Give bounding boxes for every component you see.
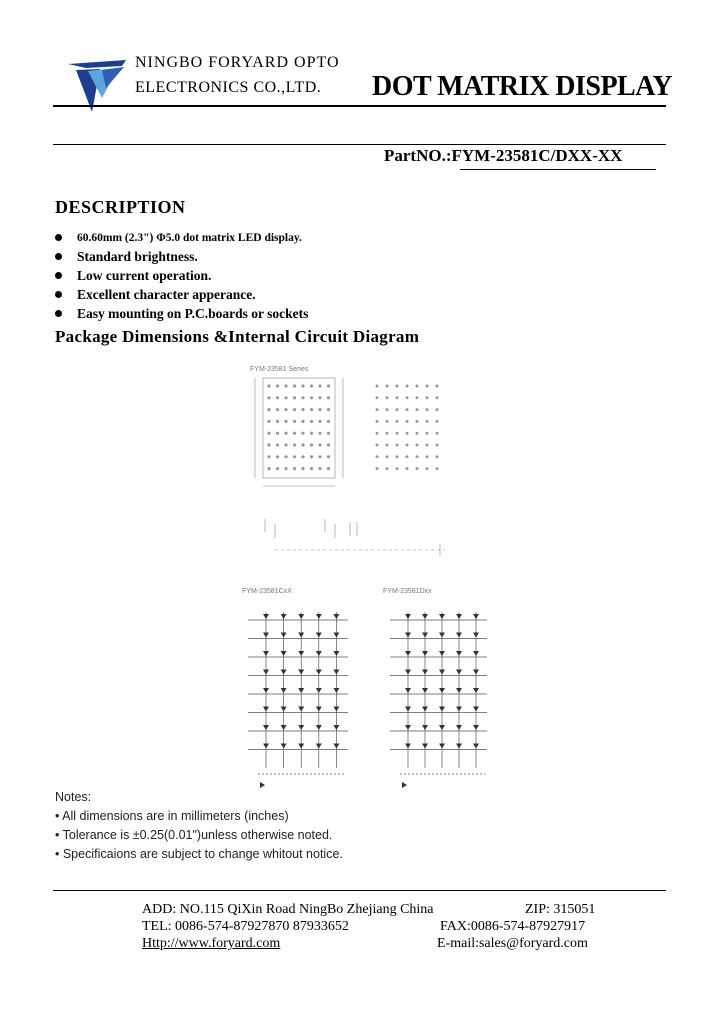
led-diode-icon: [439, 688, 445, 693]
bullet-icon: [55, 310, 62, 317]
led-dot: [426, 444, 429, 447]
led-dot: [310, 467, 313, 470]
led-dot: [386, 408, 389, 411]
led-dot: [376, 408, 379, 411]
led-dot: [416, 420, 419, 423]
circuit-diagram-common-anode: [370, 598, 495, 793]
part-number-underline: [460, 169, 656, 170]
led-dot: [310, 443, 313, 446]
led-diode-icon: [316, 688, 322, 693]
led-diode-icon: [456, 651, 462, 656]
led-diode-icon: [281, 670, 287, 675]
led-diode-icon: [316, 707, 322, 712]
led-dot: [276, 396, 279, 399]
led-dot: [436, 467, 439, 470]
led-dot: [327, 384, 330, 387]
led-dot: [301, 432, 304, 435]
dimension-drawing-label: FYM-23581 Series: [250, 366, 309, 373]
led-diode-icon: [263, 670, 269, 675]
footer-tel: TEL: 0086-574-87927870 87933652: [142, 919, 349, 934]
led-diode-icon: [316, 670, 322, 675]
led-diode-icon: [439, 744, 445, 749]
led-diode-icon: [456, 725, 462, 730]
led-dot: [416, 396, 419, 399]
led-dot: [318, 432, 321, 435]
led-diode-icon: [316, 633, 322, 638]
led-dot: [426, 467, 429, 470]
led-dot: [327, 443, 330, 446]
note-item: • All dimensions are in millimeters (inches): [55, 809, 289, 823]
led-diode-icon: [316, 744, 322, 749]
led-dot-grid-rear: [376, 385, 439, 471]
led-dot: [436, 444, 439, 447]
led-dot: [436, 408, 439, 411]
led-diode-icon: [422, 614, 428, 619]
led-dot: [284, 420, 287, 423]
part-number-label: PartNO.:: [384, 146, 452, 165]
led-dot-grid-front: [267, 384, 330, 470]
led-dot: [376, 385, 379, 388]
led-dot: [406, 396, 409, 399]
led-diode-icon: [456, 614, 462, 619]
led-diode-icon: [456, 707, 462, 712]
led-diode-icon: [439, 633, 445, 638]
led-diode-icon: [263, 688, 269, 693]
led-dot: [284, 467, 287, 470]
led-diode-icon: [405, 725, 411, 730]
led-diode-icon: [473, 725, 479, 730]
led-dot: [436, 385, 439, 388]
led-dot: [327, 420, 330, 423]
led-diode-icon: [422, 725, 428, 730]
led-dot: [284, 455, 287, 458]
led-diode-icon: [263, 707, 269, 712]
led-dot: [284, 408, 287, 411]
led-dot: [436, 432, 439, 435]
part-number: [384, 146, 622, 166]
led-dot: [293, 408, 296, 411]
led-diode-icon: [473, 707, 479, 712]
led-diode-icon: [405, 707, 411, 712]
led-dot: [416, 455, 419, 458]
led-dot: [318, 455, 321, 458]
led-diode-icon: [422, 707, 428, 712]
footer-zip: ZIP: 315051: [525, 902, 596, 917]
header-divider-lower: [53, 144, 666, 145]
led-dot: [327, 396, 330, 399]
feature-item: [55, 285, 308, 304]
led-diode-icon: [333, 651, 339, 656]
bullet-icon: [55, 253, 62, 260]
led-dot: [293, 443, 296, 446]
feature-text: Standard brightness.: [77, 248, 198, 264]
footer-divider: [53, 890, 666, 891]
led-dot: [267, 420, 270, 423]
led-dot: [276, 432, 279, 435]
notes-section: [55, 790, 343, 866]
led-diode-icon: [473, 633, 479, 638]
led-dot: [301, 467, 304, 470]
led-dot: [386, 467, 389, 470]
led-dot: [386, 420, 389, 423]
led-diode-icon: [298, 614, 304, 619]
led-dot: [386, 385, 389, 388]
feature-list: [55, 228, 308, 323]
led-diode-icon: [439, 651, 445, 656]
led-diode-icon: [333, 614, 339, 619]
led-dot: [386, 455, 389, 458]
led-dot: [293, 455, 296, 458]
footer-address: ADD: NO.115 QiXin Road NingBo Zhejiang China: [142, 902, 434, 917]
led-diode-icon: [405, 744, 411, 749]
led-diode-icon: [439, 614, 445, 619]
footer-fax: FAX:0086-574-87927917: [440, 919, 586, 934]
led-diode-icon: [405, 614, 411, 619]
feature-text: Low current operation.: [77, 267, 212, 283]
led-dot: [318, 443, 321, 446]
led-dot: [406, 432, 409, 435]
led-dot: [327, 432, 330, 435]
led-diode-icon: [298, 707, 304, 712]
led-dot: [416, 467, 419, 470]
led-diode-icon: [473, 670, 479, 675]
feature-item: [55, 266, 308, 285]
led-diode-icon: [456, 688, 462, 693]
led-diode-icon: [422, 688, 428, 693]
led-dot: [396, 396, 399, 399]
led-diode-icon: [316, 651, 322, 656]
led-diode-icon: [333, 725, 339, 730]
led-dot: [426, 385, 429, 388]
led-dot: [416, 432, 419, 435]
led-dot: [396, 408, 399, 411]
circuit-diagram-common-cathode: [228, 598, 358, 793]
led-dot: [301, 408, 304, 411]
led-dot: [376, 396, 379, 399]
led-dot: [396, 467, 399, 470]
led-dot: [386, 444, 389, 447]
led-dot: [376, 420, 379, 423]
led-diode-icon: [456, 633, 462, 638]
led-dot: [267, 455, 270, 458]
led-dot: [284, 396, 287, 399]
led-dot: [376, 432, 379, 435]
led-dot: [293, 432, 296, 435]
led-dot: [436, 396, 439, 399]
header-divider: [53, 105, 666, 107]
circuit-left-label: FYM-23581CxX: [242, 588, 292, 595]
led-diode-icon: [263, 725, 269, 730]
footer-website-link[interactable]: Http://www.foryard.com: [142, 936, 281, 951]
led-dot: [327, 408, 330, 411]
led-dot: [293, 467, 296, 470]
led-diode-icon: [298, 651, 304, 656]
led-dot: [276, 384, 279, 387]
led-diode-icon: [333, 688, 339, 693]
led-diode-icon: [316, 614, 322, 619]
led-dot: [267, 408, 270, 411]
feature-text: 60.60mm (2.3") Φ5.0 dot matrix LED display.: [77, 231, 302, 244]
led-dot: [267, 432, 270, 435]
led-diode-icon: [298, 688, 304, 693]
led-diode-icon: [439, 725, 445, 730]
led-dot: [284, 432, 287, 435]
led-dot: [396, 444, 399, 447]
led-diode-icon: [281, 688, 287, 693]
led-diode-icon: [333, 744, 339, 749]
led-diode-icon: [456, 670, 462, 675]
led-dot: [318, 384, 321, 387]
feature-text: Excellent character apperance.: [77, 286, 256, 302]
led-dot: [310, 384, 313, 387]
led-dot: [396, 432, 399, 435]
led-diode-icon: [263, 651, 269, 656]
package-heading: Package Dimensions &Internal Circuit Diagram: [55, 327, 420, 346]
package-dimension-drawing: [245, 374, 455, 560]
led-dot: [396, 455, 399, 458]
bullet-icon: [55, 234, 62, 241]
led-dot: [376, 455, 379, 458]
led-diode-icon: [281, 744, 287, 749]
led-dot: [293, 396, 296, 399]
led-dot: [267, 443, 270, 446]
led-dot: [310, 455, 313, 458]
company-name-line-2: ELECTRONICS CO.,LTD.: [135, 79, 322, 96]
document-title: DOT MATRIX DISPLAY: [372, 71, 673, 102]
led-dot: [416, 408, 419, 411]
led-diode-icon: [422, 670, 428, 675]
led-diode-icon: [281, 707, 287, 712]
led-dot: [293, 384, 296, 387]
led-dot: [426, 396, 429, 399]
led-diode-icon: [422, 633, 428, 638]
led-diode-icon: [298, 633, 304, 638]
led-diode-icon: [473, 651, 479, 656]
arrow-icon: [402, 782, 407, 788]
led-dot: [267, 467, 270, 470]
led-diode-icon: [333, 633, 339, 638]
note-item: • Tolerance is ±0.25(0.01")unless otherwise noted.: [55, 828, 333, 842]
led-diode-icon: [473, 744, 479, 749]
bullet-icon: [55, 272, 62, 279]
led-diode-icon: [263, 614, 269, 619]
led-dot: [406, 467, 409, 470]
led-diode-icon: [333, 707, 339, 712]
led-dot: [276, 443, 279, 446]
led-diode-icon: [473, 614, 479, 619]
led-diode-icon: [473, 688, 479, 693]
led-diode-icon: [439, 670, 445, 675]
led-diode-icon: [405, 633, 411, 638]
led-diode-icon: [263, 633, 269, 638]
led-dot: [276, 408, 279, 411]
led-dot: [406, 455, 409, 458]
led-diode-icon: [405, 688, 411, 693]
led-dot: [301, 384, 304, 387]
led-dot: [267, 396, 270, 399]
led-diode-icon: [281, 633, 287, 638]
led-diode-icon: [439, 707, 445, 712]
led-dot: [284, 384, 287, 387]
led-dot: [301, 455, 304, 458]
led-dot: [276, 455, 279, 458]
led-dot: [267, 384, 270, 387]
description-heading: DESCRIPTION: [55, 197, 186, 217]
led-dot: [406, 408, 409, 411]
footer-email: E-mail:sales@foryard.com: [437, 936, 588, 951]
led-diode-icon: [316, 725, 322, 730]
led-dot: [301, 420, 304, 423]
led-dot: [386, 396, 389, 399]
bullet-icon: [55, 291, 62, 298]
led-dot: [436, 455, 439, 458]
led-dot: [396, 385, 399, 388]
led-dot: [327, 467, 330, 470]
led-dot: [436, 420, 439, 423]
arrow-icon: [260, 782, 265, 788]
led-dot: [318, 408, 321, 411]
feature-item: [55, 228, 308, 247]
part-number-value: FYM-23581C/DXX-XX: [451, 146, 623, 165]
circuit-right-label: FYM-23581Dxx: [383, 588, 432, 595]
led-dot: [376, 444, 379, 447]
feature-text: Easy mounting on P.C.boards or sockets: [77, 305, 309, 321]
led-diode-icon: [333, 670, 339, 675]
led-diode-icon: [281, 651, 287, 656]
led-diode-icon: [298, 744, 304, 749]
led-dot: [426, 408, 429, 411]
led-dot: [396, 420, 399, 423]
led-dot: [327, 455, 330, 458]
led-dot: [416, 444, 419, 447]
led-dot: [276, 467, 279, 470]
led-dot: [318, 396, 321, 399]
led-dot: [406, 444, 409, 447]
feature-item: [55, 304, 308, 323]
led-dot: [276, 420, 279, 423]
led-diode-icon: [422, 744, 428, 749]
led-dot: [426, 420, 429, 423]
led-dot: [426, 455, 429, 458]
led-diode-icon: [298, 725, 304, 730]
feature-item: [55, 247, 308, 266]
led-diode-icon: [405, 670, 411, 675]
led-dot: [406, 420, 409, 423]
led-dot: [310, 420, 313, 423]
led-dot: [318, 467, 321, 470]
led-dot: [318, 420, 321, 423]
led-diode-icon: [422, 651, 428, 656]
led-dot: [416, 385, 419, 388]
led-diode-icon: [405, 651, 411, 656]
note-item: • Specificaions are subject to change whitout notice.: [55, 847, 343, 861]
led-dot: [426, 432, 429, 435]
led-dot: [310, 396, 313, 399]
led-dot: [301, 443, 304, 446]
led-diode-icon: [298, 670, 304, 675]
led-dot: [376, 467, 379, 470]
led-dot: [386, 432, 389, 435]
led-diode-icon: [456, 744, 462, 749]
led-dot: [310, 432, 313, 435]
company-name-line-1: NINGBO FORYARD OPTO: [135, 54, 340, 71]
led-dot: [301, 396, 304, 399]
led-diode-icon: [263, 744, 269, 749]
led-dot: [406, 385, 409, 388]
led-diode-icon: [281, 614, 287, 619]
led-dot: [284, 443, 287, 446]
led-dot: [293, 420, 296, 423]
led-dot: [310, 408, 313, 411]
notes-title: Notes:: [55, 790, 92, 804]
led-diode-icon: [281, 725, 287, 730]
